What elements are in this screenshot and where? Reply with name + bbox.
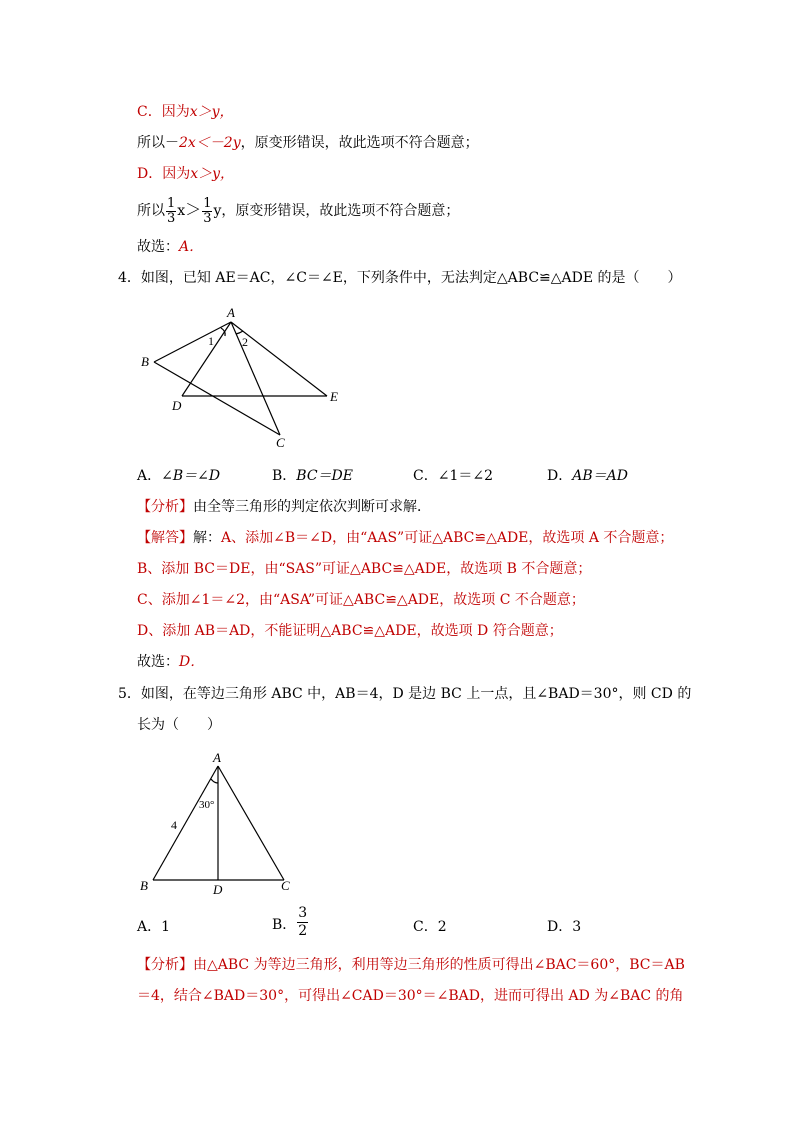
q4-choose [137,652,204,672]
label-angle-1: 1 [208,334,214,348]
q4-option-c [413,466,493,486]
q4-stem: 4．如图，已知 AE＝AC，∠C＝∠E，下列条件中，无法判定△ABC≌△ADE 的是（ ） [118,270,682,286]
label-A: A [213,750,221,765]
text: C． [413,468,438,484]
label-C: C [281,878,290,893]
text: 故选： [137,239,179,255]
option-d-condition: x＞y， [190,166,235,182]
q5-option-a [137,917,170,937]
gt-sign: ＞ [185,200,202,219]
label-A: A [227,305,235,320]
q5-figure [135,748,305,898]
label-C: C [276,435,285,450]
q4-option-a [137,466,220,486]
angle-arc [211,779,218,783]
text: A． [137,468,162,484]
angle-2-arc [236,331,243,334]
text: ，原变形错误，故此选项不符合题意； [221,203,460,219]
fraction-2 [202,197,212,226]
label-angle-30: 30° [199,799,215,811]
q5-option-b [272,905,309,940]
q4-figure [130,300,360,455]
text: ∠B＝∠D [161,468,221,484]
label-angle-2: 2 [242,335,248,349]
solution-tag: 【解答】 [137,530,193,546]
prev-c-line1 [137,102,234,122]
text: B． [272,468,297,484]
q5-analysis-line2: ＝4，结合∠BAD＝30°，可得出∠CAD＝30°＝∠BAD，进而可得出 AD 为∠BAC 的角 [137,988,684,1004]
label-B: B [141,354,149,369]
text: 由全等三角形的判定依次判断可求解． [193,499,431,515]
prev-d-line2 [137,194,459,226]
denominator: 2 [298,923,308,939]
segment-AD [182,322,231,396]
text: ∠1＝∠2 [437,468,493,484]
denominator: 3 [167,210,176,226]
segment-AB [154,322,231,362]
fraction [166,197,176,226]
option-c-label: C．因为 [137,104,190,120]
q5-option-c [413,917,447,937]
math: 2x＜－2y [179,135,241,151]
q4-solution-line3: C、添加∠1＝∠2，由“ASA”可证△ABC≌△ADE，故选项 C 不合题意； [137,592,585,608]
text: AB＝AD [572,468,628,484]
segment-AB [153,766,218,880]
label-D: D [213,882,223,897]
prev-c-line2 [137,133,479,153]
q5-option-d [547,917,581,937]
text: 所以 [137,203,165,219]
text: 故选： [137,654,179,670]
q5-analysis-line1 [137,955,685,975]
q4-solution-line4: D、添加 AB＝AD，不能证明△ABC≌△ADE，故选项 D 符合题意； [137,623,563,639]
numerator: 1 [167,195,176,211]
numerator: 1 [203,195,212,211]
label-B: B [140,878,148,893]
var: x [177,203,186,219]
numerator: 3 [298,905,308,921]
label-D: D [172,398,182,413]
option-d-label: D．因为 [137,166,191,182]
text: 所以－ [137,135,179,151]
prev-choose [137,237,203,257]
denominator: 3 [203,210,212,226]
answer: D． [179,654,205,670]
text: 解： [193,530,221,546]
label-E: E [330,389,338,404]
label-side-4: 4 [171,818,177,832]
q4-option-d [547,466,628,486]
segment-AC [231,322,280,435]
q4-solution-line1 [137,528,673,548]
text: ，原变形错误，故此选项不符合题意； [240,135,479,151]
analysis-tag: 【分析】 [137,957,193,973]
text: A、添加∠B＝∠D，由“AAS”可证△ABC≌△ADE，故选项 A 不合题意； [221,530,674,546]
q4-analysis [137,497,431,517]
text: A． [137,919,162,935]
answer: A． [179,239,204,255]
text: D． [547,919,573,935]
q5-stem-line2: 长为（ ） [137,717,221,733]
q4-solution-line2: B、添加 BC＝DE，由“SAS”可证△ABC≌△ADE，故选项 B 不合题意； [137,561,592,577]
text: 由△ABC 为等边三角形，利用等边三角形的性质可得出∠BAC＝60°，BC＝AB [193,957,685,973]
text: 1 [161,919,171,935]
text: BC＝DE [296,468,354,484]
text: 3 [572,919,582,935]
text: D． [547,468,573,484]
segment-AE [231,322,327,396]
option-c-condition: x＞y， [189,104,234,120]
text: B． [272,916,297,933]
q4-option-b [272,466,353,486]
q5-stem-line1: 5．如图，在等边三角形 ABC 中，AB＝4，D 是边 BC 上一点，且∠BAD＝30°，则 CD 的 [118,686,692,702]
var: y [213,203,222,219]
fraction-3-2 [297,905,308,940]
text: 2 [437,919,447,935]
text: C． [413,919,438,935]
prev-d-line1 [137,164,234,184]
segment-AC [218,766,284,880]
analysis-tag: 【分析】 [137,499,193,515]
